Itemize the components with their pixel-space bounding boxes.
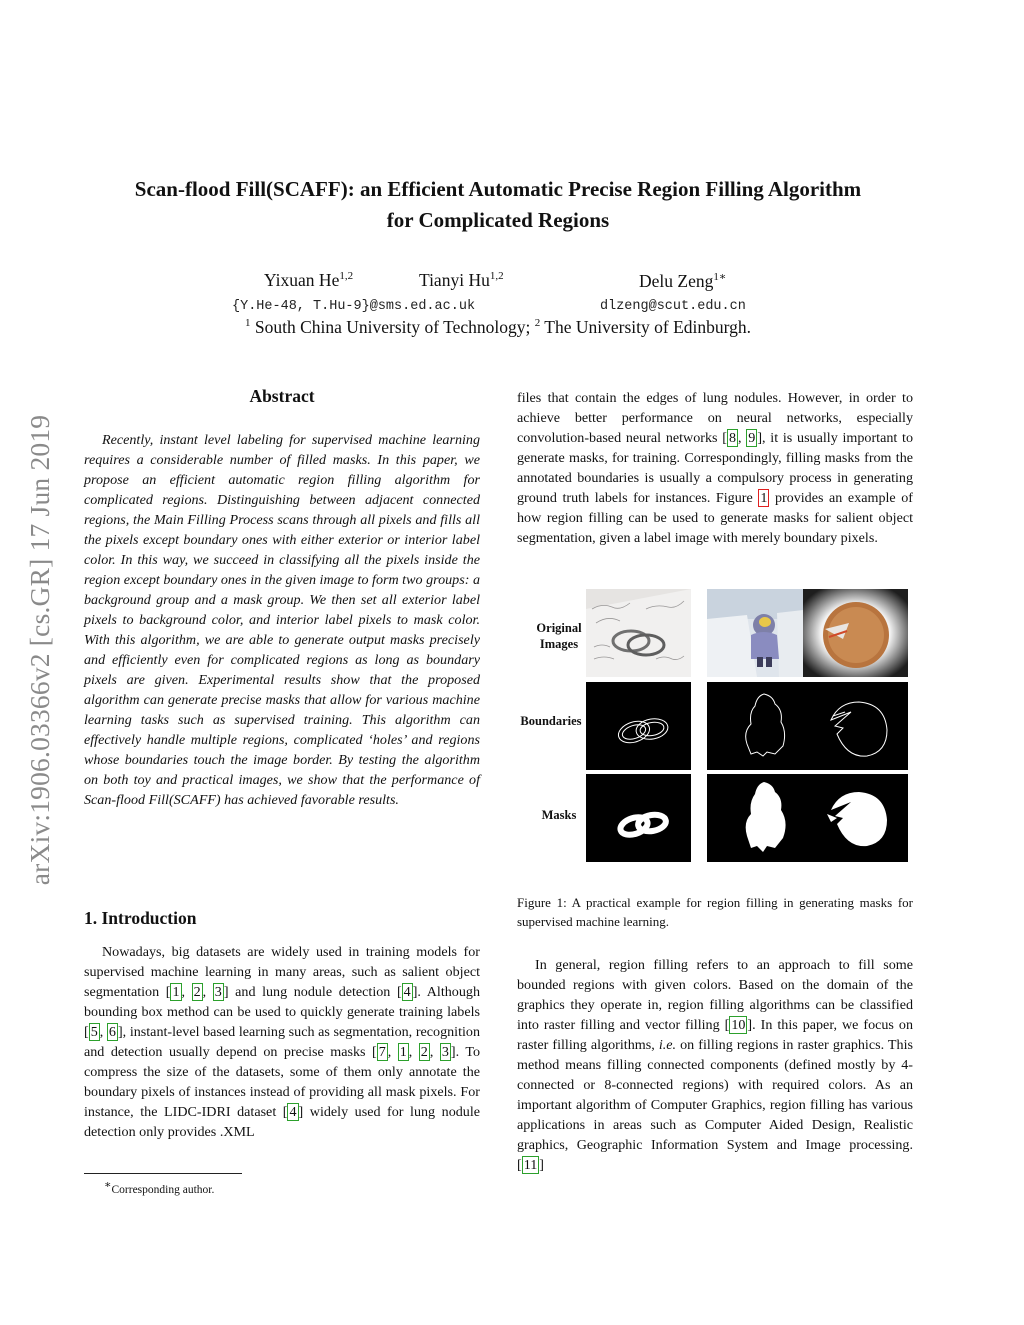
intro-paragraph: Nowadays, big datasets are widely used in training models for supervised machine learning in many areas, such as salient object segmentation [ 1 , 2 , 3 ] and lung nodule detection [ 4 ]. Although bounding box method can be used to quickly generate training labels [ 5 , 6 ], instant-level based learning such as segmentation, recognition and detection usually depend on precise masks [ 7 , 1 , 2 , 3 ]. To compress the size of the datasets, some of them only annotate the boundary pixels of instances instead of providing all mask pixels. For instance, the LIDC-IDRI dataset [ 4 ] widely used for lung nodule detection only provides .XML xyxy=(84,944,481,1140)
title-line-2: for Complicated Regions xyxy=(386,208,610,232)
title-line-1: Scan-flood Fill(SCAFF): an Efficient Automatic Precise Region Filling Algorithm xyxy=(134,177,862,201)
citation-link[interactable]: 6 xyxy=(108,1024,116,1040)
abstract-heading: Abstract xyxy=(249,386,315,406)
row-label-boundaries: Boundaries xyxy=(520,714,582,728)
email-zeng[interactable]: dlzeng@scut.edu.cn xyxy=(600,299,746,314)
citation-link[interactable]: 2 xyxy=(420,1044,428,1060)
row-label-masks: Masks xyxy=(541,808,577,822)
citation-link[interactable]: 11 xyxy=(523,1157,538,1173)
original-image-rings xyxy=(586,589,691,677)
abstract-body xyxy=(84,430,480,810)
author-zeng: Delu Zeng$^{1∗}$ xyxy=(639,270,727,291)
citation-link[interactable]: 1 xyxy=(399,1044,407,1060)
affiliations: $^1$ South China University of Technology; $^2$ The University of Edinburgh. xyxy=(244,317,752,337)
citation-link[interactable]: 9 xyxy=(748,430,756,446)
citation-link[interactable]: 10 xyxy=(731,1017,746,1033)
citation-link[interactable]: 3 xyxy=(441,1044,449,1060)
paper-title xyxy=(80,174,916,236)
arxiv-identifier[interactable]: arXiv:1906.03366v2 [cs.GR] 17 Jun 2019 xyxy=(24,414,55,886)
mask-image-coin xyxy=(803,774,908,862)
boundary-image-coin xyxy=(803,682,908,770)
right-paragraph-2: In general, region filling refers to an approach to fill some bounded regions with given colors. Based on the domain of the graphics they operate in, region filling algorithms can be classified into raster filling and vector filling [ 10 ]. In this paper, we focus on raster filling algorithms, i.e. on filling regions in raster graphics. This method means filling connected components (defined mostly by 4-connected or 8-connected regions) with required colors. As an important algorithm of Computer Graphics, region filling has various applications in areas such as Computer Aided Design, Realistic graphics, Geographic Information System and Image processing. [ 11 ] xyxy=(517,957,913,1173)
citation-link[interactable]: 2 xyxy=(193,984,201,1000)
footnote-rule xyxy=(84,1173,242,1174)
abstract-text: Recently, instant level labeling for supervised machine learning requires a considerable number of filled masks. In this paper, we propose an efficient automatic region filling algorithm for complicated regions. Distinguishing between adjacent connected regions, the Main Filling Process scans through all pixels and fills all the pixels except boundary ones with either exterior or interior label color. In this way, we succeed in classifying all the pixels inside the region except boundary ones in the given image to form two groups: a background group and a mask group. We then set all exterior label pixels to background color, and interior label pixels to mask color. With this algorithm, we are able to generate output masks precisely and efficiently even for complicated regions as long as boundary pixels are given. Experimental results show that the proposed algorithm can generate precise masks that allow for various machine learning tasks such as supervised training. This algorithm can effectively handle multiple regions, complicated ‘holes’ and regions whose boundaries touch the image border. By testing the algorithm on both toy and practical images, we show that the performance of Scan-flood Fill(SCAFF) has achieved favorable results. xyxy=(84,432,480,808)
citation-link[interactable]: 4 xyxy=(289,1104,297,1120)
original-image-coin xyxy=(803,589,908,677)
footnote: ∗Corresponding author. xyxy=(104,1179,215,1196)
citation-link[interactable]: 1 xyxy=(172,984,180,1000)
citation-link[interactable]: 7 xyxy=(378,1044,386,1060)
original-image-child-snow xyxy=(707,589,812,677)
section-heading-introduction: 1. Introduction xyxy=(84,908,197,928)
arxiv-sidebar xyxy=(0,350,80,950)
mask-image-child xyxy=(707,774,812,862)
right-paragraph-1: files that contain the edges of lung nodules. However, in order to achieve better performance on neural networks, especially convolution-based neural networks [ 8 , 9 ], it is usually important to generate masks, for training. Correspondingly, filling masks from the annotated boundaries is usually a compulsory process in generating ground truth labels for instances. Figure 1 provides an example of how region filling can be used to generate masks for salient object segmentation, given a label image with merely boundary pixels. xyxy=(517,390,914,546)
citation-link[interactable]: 4 xyxy=(403,984,411,1000)
figure-reference-link[interactable]: 1 xyxy=(760,490,768,506)
citation-link[interactable]: 5 xyxy=(90,1024,98,1040)
row-label-original-images: Original Images xyxy=(536,621,582,651)
boundary-image-child xyxy=(707,682,812,770)
mask-image-rings xyxy=(586,774,691,862)
author-hu: Tianyi Hu$^{1,2}$ xyxy=(419,270,504,290)
citation-link[interactable]: 8 xyxy=(728,430,736,446)
citation-link[interactable]: 3 xyxy=(214,984,222,1000)
boundary-image-rings xyxy=(586,682,691,770)
author-he: Yixuan He$^{1,2}$ xyxy=(264,270,354,290)
email-he-hu[interactable]: {Y.He-48, T.Hu-9}@sms.ed.ac.uk xyxy=(232,299,476,314)
figure-caption: Figure 1: A practical example for region filling in generating masks for supervised machine learning. xyxy=(517,895,913,929)
